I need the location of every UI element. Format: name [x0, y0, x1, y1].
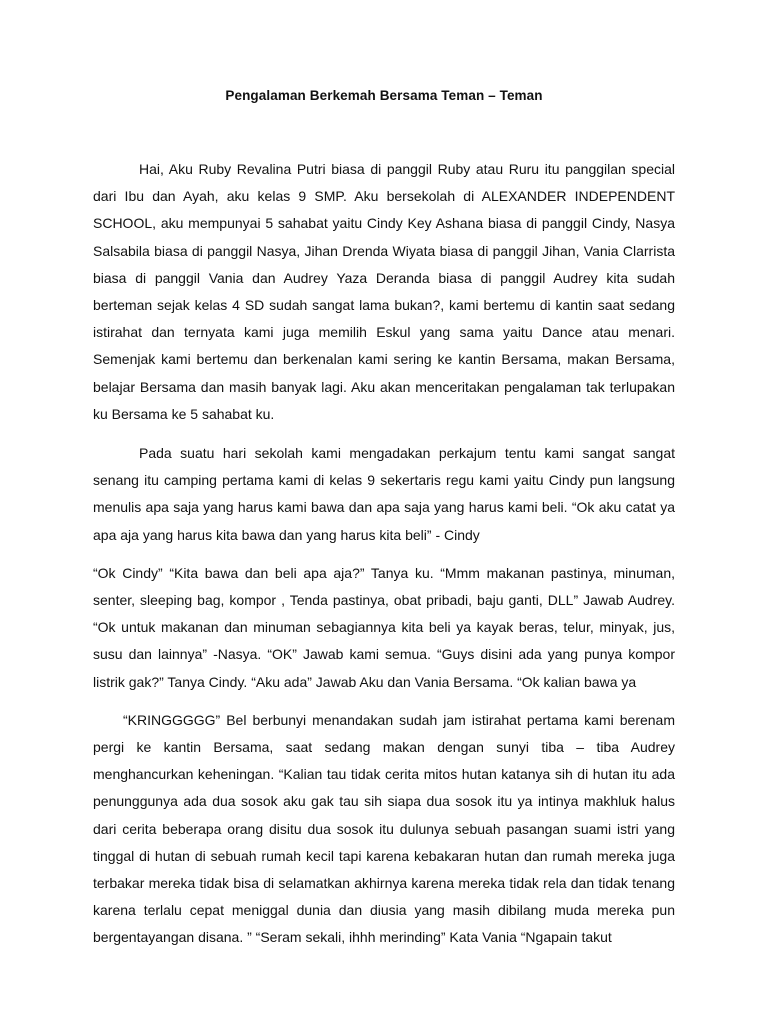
- document-title: Pengalaman Berkemah Bersama Teman – Teman: [225, 88, 543, 103]
- paragraph-canteen-story: “KRINGGGGG” Bel berbunyi menandakan sudah jam istirahat pertama kami berenam pergi ke kantin Bersama, saat sedang makan dengan sunyi tiba – tiba Audrey menghancurkan keheningan. “Kalian tau tidak cerita mitos hutan katanya sih di hutan itu ada penunggunya ada dua sosok aku gak tau sih siapa dua sosok itu ya intinya makhluk halus dari cerita beberapa orang disitu dua sosok itu dulunya sebuah pasangan suami istri yang tinggal di hutan di sebuah rumah kecil tapi karena kebakaran hutan dan rumah mereka juga terbakar mereka tidak bisa di selamatkan akhirnya karena mereka tidak rela dan tidak tenang karena terlalu cepat meniggal dunia dan diusia yang masih dibilang muda mereka pun bergentayangan disana. ” “Seram sekali, ihhh merinding” Kata Vania “Ngapain takut: [93, 711, 675, 946]
- document-body: [93, 156, 675, 952]
- paragraph-intro: Hai, Aku Ruby Revalina Putri biasa di panggil Ruby atau Ruru itu panggilan special dari Ibu dan Ayah, aku kelas 9 SMP. Aku bersekolah di ALEXANDER INDEPENDENT SCHOOL, aku mempunyai 5 sahabat yaitu Cindy Key Ashana biasa di panggil Cindy, Nasya Salsabila biasa di panggil Nasya, Jihan Drenda Wiyata biasa di panggil Jihan, Vania Clarrista biasa di panggil Vania dan Audrey Yaza Deranda biasa di panggil Audrey kita sudah berteman sejak kelas 4 SD sudah sangat lama bukan?, kami bertemu di kantin saat sedang istirahat dan ternyata kami juga memilih Eskul yang sama yaitu Dance atau menari. Semenjak kami bertemu dan berkenalan kami sering ke kantin Bersama, makan Bersama, belajar Bersama dan masih banyak lagi. Aku akan menceritakan pengalaman tak terlupakan ku Bersama ke 5 sahabat ku.: [93, 161, 675, 422]
- paragraph-dialogue: “Ok Cindy” “Kita bawa dan beli apa aja?” Tanya ku. “Mmm makanan pastinya, minuman, senter, sleeping bag, kompor , Tenda pastinya, obat pribadi, baju ganti, DLL” Jawab Audrey. “Ok untuk makanan dan minuman sebagiannya kita beli ya kayak beras, telur, minyak, jus, susu dan lainnya” -Nasya. “OK” Jawab kami semua. “Guys disini ada yang punya kompor listrik gak?” Tanya Cindy. “Aku ada” Jawab Aku dan Vania Bersama. “Ok kalian bawa ya: [93, 564, 675, 690]
- paragraph-camping-plan: Pada suatu hari sekolah kami mengadakan perkajum tentu kami sangat sangat senang itu camping pertama kami di kelas 9 sekertaris regu kami yaitu Cindy pun langsung menulis apa saja yang harus kami bawa dan apa saja yang harus kami beli. “Ok aku catat ya apa aja yang harus kita bawa dan yang harus kita beli” - Cindy: [93, 445, 675, 543]
